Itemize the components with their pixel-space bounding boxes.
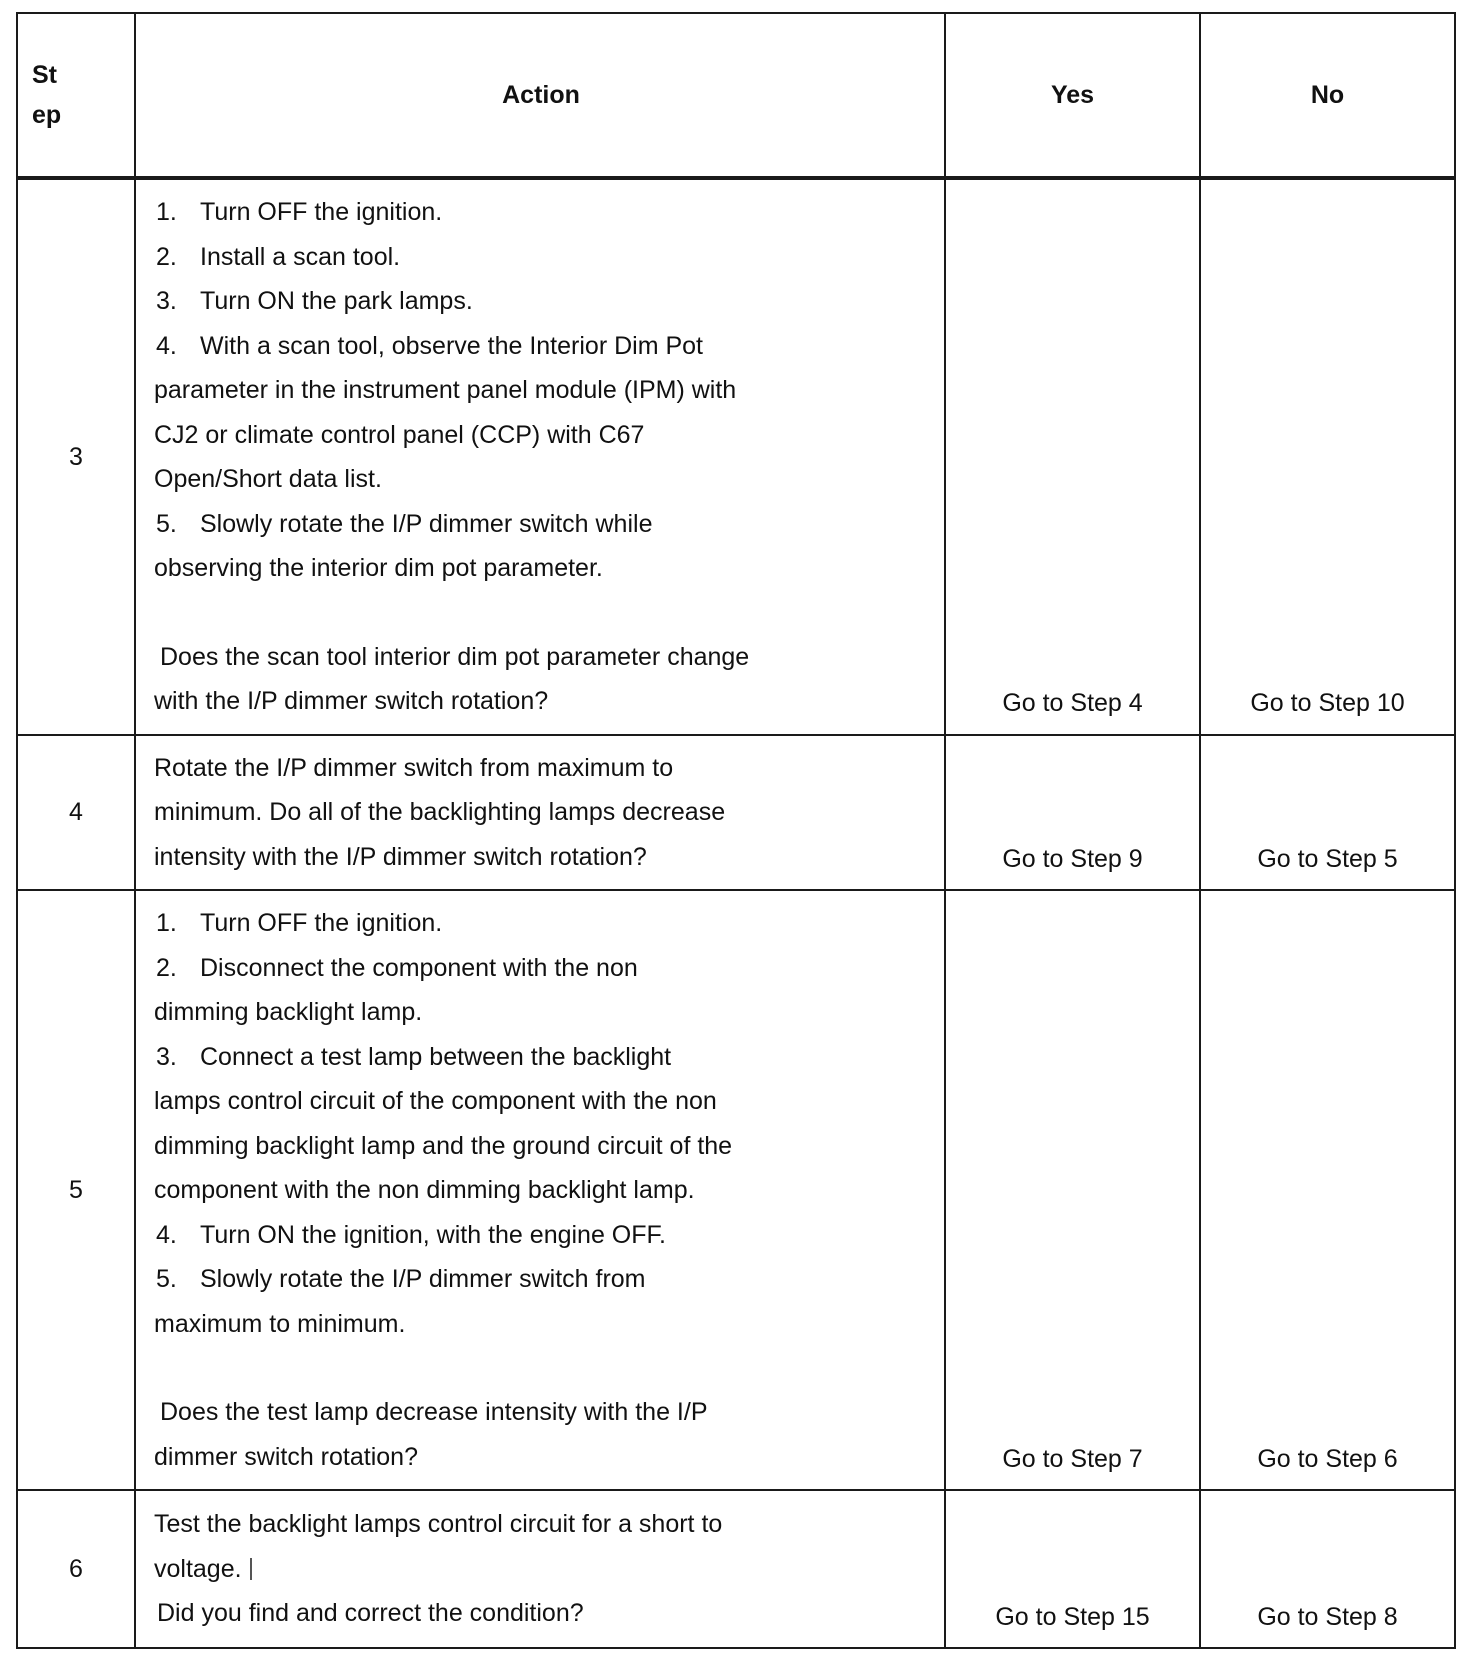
- item-number: 1.: [156, 198, 177, 226]
- list-item: [154, 946, 928, 991]
- header-step-line1: St: [32, 61, 57, 89]
- text-line: Test the backlight lamps control circuit for a short to: [154, 1510, 723, 1539]
- list-item: [154, 1213, 928, 1258]
- wrap-line: CJ2 or climate control panel (CCP) with C67: [154, 420, 645, 449]
- no-cell: Go to Step 6: [1200, 890, 1455, 1490]
- item-number: 5.: [156, 509, 177, 538]
- wrap-line: lamps control circuit of the component with the non: [154, 1087, 717, 1115]
- yes-cell: Go to Step 7: [945, 890, 1200, 1490]
- spacer: [154, 1346, 928, 1390]
- item-number: 2.: [156, 953, 177, 982]
- table-body: [17, 178, 1455, 1648]
- no-cell: Go to Step 5: [1200, 735, 1455, 891]
- list-item: [154, 1257, 928, 1302]
- text-line: Rotate the I/P dimmer switch from maximum to: [154, 753, 674, 782]
- diagnostic-table: [16, 12, 1456, 1649]
- item-number: 3.: [156, 1042, 177, 1071]
- item-text: Install a scan tool.: [200, 242, 401, 271]
- item-text: Disconnect the component with the non: [200, 953, 638, 982]
- wrap-line: dimming backlight lamp and the ground circuit of the: [154, 1131, 733, 1160]
- list-item: [154, 279, 928, 324]
- no-cell: Go to Step 8: [1200, 1490, 1455, 1648]
- list-item: [154, 901, 928, 946]
- item-text: Turn OFF the ignition.: [200, 198, 443, 226]
- header-yes: Yes: [945, 13, 1200, 178]
- item-number: 2.: [156, 242, 177, 271]
- table-row: [17, 178, 1455, 735]
- list-item: [154, 502, 928, 547]
- question-line: with the I/P dimmer switch rotation?: [154, 687, 549, 715]
- text-line-content: voltage.: [154, 1554, 242, 1583]
- step-cell: 4: [17, 735, 135, 891]
- wrap-line: observing the interior dim pot parameter.: [154, 554, 603, 582]
- item-text: Turn ON the park lamps.: [200, 287, 473, 315]
- header-row: [17, 13, 1455, 178]
- question-line: Does the test lamp decrease intensity with the I/P: [160, 1398, 708, 1426]
- no-cell: Go to Step 10: [1200, 178, 1455, 735]
- list-item: [154, 235, 928, 280]
- item-text: Slowly rotate the I/P dimmer switch from: [200, 1265, 646, 1293]
- action-cell: [135, 1490, 945, 1648]
- table-row: [17, 890, 1455, 1490]
- text-line: [154, 1547, 928, 1592]
- header-step: [17, 13, 135, 178]
- question-line: Does the scan tool interior dim pot parameter change: [160, 642, 750, 671]
- item-number: 4.: [156, 1220, 177, 1249]
- item-text: Turn OFF the ignition.: [200, 909, 443, 937]
- header-step-line2: ep: [32, 101, 62, 129]
- question-line: dimmer switch rotation?: [154, 1442, 418, 1471]
- yes-cell: Go to Step 15: [945, 1490, 1200, 1648]
- wrap-line: component with the non dimming backlight lamp.: [154, 1176, 695, 1204]
- action-cell: [135, 735, 945, 891]
- step-cell: 5: [17, 890, 135, 1490]
- header-action: Action: [135, 13, 945, 178]
- action-cell: [135, 178, 945, 735]
- text-cursor-mark: [250, 1558, 252, 1580]
- item-text: Turn ON the ignition, with the engine OFF.: [200, 1220, 666, 1249]
- item-number: 5.: [156, 1265, 177, 1293]
- step-cell: 6: [17, 1490, 135, 1648]
- table-header: [17, 13, 1455, 178]
- list-item: [154, 324, 928, 369]
- item-text: Slowly rotate the I/P dimmer switch while: [200, 509, 653, 538]
- yes-cell: Go to Step 9: [945, 735, 1200, 891]
- item-number: 4.: [156, 331, 177, 360]
- list-item: [154, 190, 928, 235]
- item-text: With a scan tool, observe the Interior Dim Pot: [200, 331, 703, 360]
- question-line: Did you find and correct the condition?: [157, 1599, 584, 1628]
- yes-cell: Go to Step 4: [945, 178, 1200, 735]
- wrap-line: parameter in the instrument panel module (IPM) with: [154, 376, 737, 404]
- wrap-line: dimming backlight lamp.: [154, 998, 423, 1026]
- header-no: No: [1200, 13, 1455, 178]
- text-line: intensity with the I/P dimmer switch rotation?: [154, 842, 647, 871]
- item-text: Connect a test lamp between the backlight: [200, 1042, 672, 1071]
- list-item: [154, 1035, 928, 1080]
- wrap-line: Open/Short data list.: [154, 465, 382, 493]
- spacer: [154, 591, 928, 635]
- step-cell: 3: [17, 178, 135, 735]
- text-line: minimum. Do all of the backlighting lamps decrease: [154, 798, 726, 826]
- action-cell: [135, 890, 945, 1490]
- item-number: 3.: [156, 287, 177, 315]
- table-row: [17, 735, 1455, 891]
- table-row: [17, 1490, 1455, 1648]
- item-number: 1.: [156, 909, 177, 937]
- wrap-line: maximum to minimum.: [154, 1309, 406, 1338]
